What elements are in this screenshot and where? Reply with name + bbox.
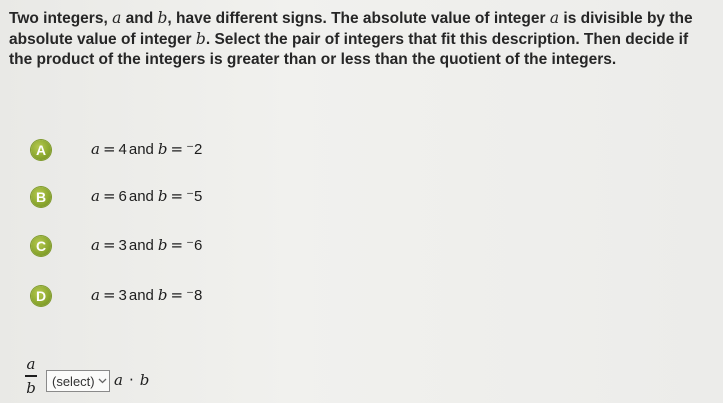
option-a[interactable]	[31, 138, 203, 162]
option-d-expression: a = 3 and b = ⁻8	[91, 286, 203, 304]
option-b-expression: a = 6 and b = ⁻5	[91, 187, 203, 205]
fraction-numerator: a	[26, 355, 36, 373]
option-d[interactable]	[31, 284, 203, 308]
option-c-badge[interactable]: C	[31, 236, 51, 256]
fraction-denominator: b	[26, 378, 36, 397]
option-c[interactable]	[31, 234, 203, 258]
product-expression: a · b	[114, 371, 150, 389]
option-b-badge[interactable]: B	[31, 187, 51, 207]
fraction-bar	[25, 375, 37, 377]
comparison-select-value: (select)	[52, 373, 95, 389]
fraction-a-over-b	[25, 355, 37, 397]
question-text: Two integers, a and b, have different signs. The absolute value of integer a is divisible by the absolute value of integer b. Select the pair of integers that fit this description. Then decide if the product of the integers is greater than or less than the quotient of the integers.	[9, 9, 693, 68]
option-c-expression: a = 3 and b = ⁻6	[91, 236, 203, 254]
option-a-badge[interactable]: A	[31, 140, 51, 160]
comparison-select[interactable]	[46, 370, 110, 392]
option-d-badge[interactable]: D	[31, 286, 51, 306]
chevron-down-icon	[95, 371, 109, 391]
option-b[interactable]	[31, 185, 203, 209]
option-a-expression: a = 4 and b = ⁻2	[91, 140, 203, 158]
